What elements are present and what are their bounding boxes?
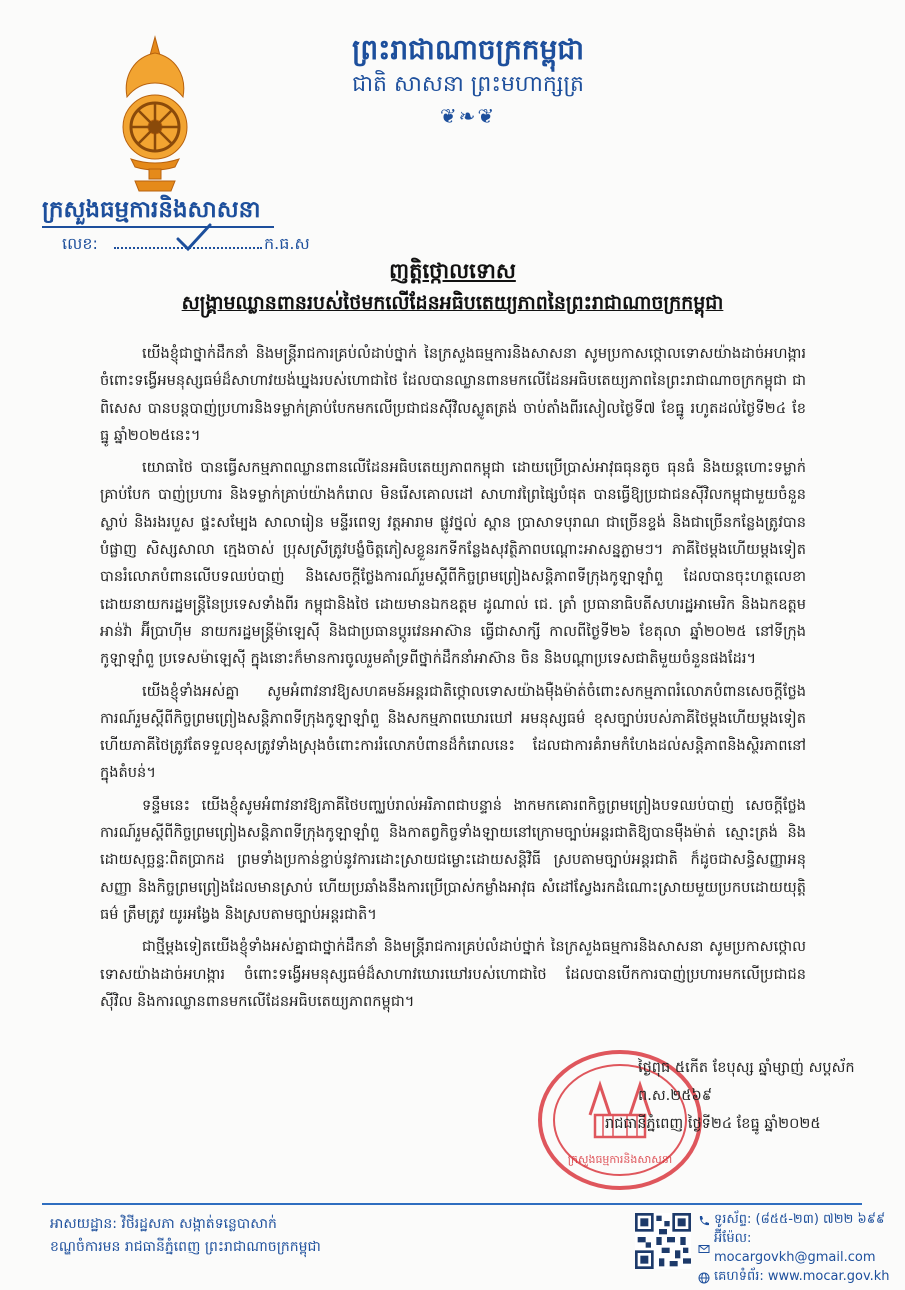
document-body <box>100 340 806 1020</box>
date-block <box>605 1054 890 1138</box>
paragraph-5: ជាថ្មីម្ដងទៀតយើងខ្ញុំទាំងអស់គ្នាជាថ្នាក់ដឹកនាំ និងមន្ត្រីរាជការគ្រប់លំដាប់ថ្នាក់ នៃក្រសួងធម្មការនិងសាសនា សូមប្រកាសថ្កោលទោសយ៉ាងដាច់អហង្ការ ចំពោះទង្វើអមនុស្សធម៌ដ៏សាហាវឃោរឃៅរបស់ហោជាថៃ ដែលបានបើកការបាញ់ប្រហារមកលើប្រជាជនស៊ីវិល និងការឈ្លានពានមកលើដែនអធិបតេយ្យភាពកម្ពុជា។ <box>100 938 806 1010</box>
paragraph-3: យើងខ្ញុំទាំងអស់គ្នា សូមអំពាវនាវឱ្យសហគមន៍អន្តរជាតិថ្កោលទោសយ៉ាងម៉ឺងម៉ាត់ចំពោះសកម្មភាពរំលោភបំពានសេចក្ដីថ្លែងការណ៍រួមស្ដីពីកិច្ចព្រមព្រៀងសន្តិភាពទីក្រុងកូឡាឡាំពួ និងសកម្មភាពឃោរឃៅ អមនុស្សធម៌ ខុសច្បាប់របស់ភាគីថៃម្ដងហើយម្ដងទៀត ហើយភាគីថៃត្រូវតែទទួលខុសត្រូវទាំងស្រុងចំពោះការរំលោភបំពានដ៏កំរោលនេះ ដែលជាការគំរាមកំហែងដល់សន្តិភាពនិងស្ថិរភាពនៅក្នុងតំបន់។ <box>100 682 806 782</box>
title-line-2: សង្គ្រាមឈ្លានពានរបស់ថៃមកលើដែនអធិបតេយ្យភាពនៃព្រះរាជាណាចក្រកម្ពុជា <box>181 292 724 314</box>
reference-label: លេខ: <box>62 234 98 253</box>
title-line-1: ញត្តិថ្កោលទោស <box>389 259 516 283</box>
contact-phone: ទូរស័ព្ទ: (៨៥៥-២៣) ៧២២ ៦៩៩ <box>698 1210 905 1229</box>
kingdom-header <box>318 32 618 128</box>
checkmark-icon <box>174 223 214 253</box>
email-icon <box>698 1242 710 1254</box>
address-line-2: ខណ្ឌចំការមន រាជធានីភ្នំពេញ ព្រះរាជាណាចក្រកម្ពុជា <box>50 1239 321 1255</box>
footer-contacts <box>698 1210 905 1286</box>
contact-email[interactable]: អ៊ីម៉ែល: mocargovkh@gmail.com <box>698 1229 905 1267</box>
footer-address <box>50 1213 321 1259</box>
ministry-underline <box>42 226 274 228</box>
paragraph-4: ទន្ទឹមនេះ យើងខ្ញុំសូមអំពាវនាវឱ្យភាគីថៃបញ្ឈប់រាល់អរិភាពជាបន្ទាន់ ងាកមកគោរពកិច្ចព្រមព្រៀងបទឈប់បាញ់ សេចក្ដីថ្លែងការណ៍រួមស្ដីពីកិច្ចព្រមព្រៀងសន្តិភាពទីក្រុងកូឡាឡាំពួ និងកាតព្វកិច្ចទាំងឡាយនៅក្រោមច្បាប់អន្តរជាតិឱ្យបានម៉ឺងម៉ាត់ ស្មោះត្រង់ និងដោយសុច្ឆន្ទៈពិតប្រាកដ ព្រមទាំងប្រកាន់ខ្ជាប់នូវការដោះស្រាយជម្លោះដោយសន្តិវិធី ស្របតាមច្បាប់អន្តរជាតិ ក៏ដូចជាសន្ធិសញ្ញាអនុសញ្ញា និងកិច្ចព្រមព្រៀងដែលមានស្រាប់ ហើយប្រឆាំងនឹងការប្រើប្រាស់កម្លាំងអាវុធ សំដៅស្វែងរកដំណោះស្រាយមួយប្រកបដោយយុត្តិធម៌ ត្រឹមត្រូវ យូរអង្វែង និងស្របតាមច្បាប់អន្តរជាតិ។ <box>100 796 806 923</box>
ministry-name: ក្រសួងធម្មការនិងសាសនា <box>42 197 261 223</box>
document-title <box>100 256 805 318</box>
reference-suffix: ក.ធ.ស <box>264 234 310 253</box>
qr-code-icon[interactable] <box>635 1213 691 1269</box>
national-motto: ជាតិ សាសនា ព្រះមហាក្សត្រ <box>352 72 584 97</box>
ministry-emblem-icon <box>105 35 205 195</box>
paragraph-1: យើងខ្ញុំជាថ្នាក់ដឹកនាំ និងមន្ត្រីរាជការគ្រប់លំដាប់ថ្នាក់ នៃក្រសួងធម្មការនិងសាសនា សូមប្រកាសថ្កោលទោសយ៉ាងដាច់អហង្ការចំពោះទង្វើអមនុស្សធម៌ដ៏សាហាវយង់ឃ្នងរបស់ហោជាថៃ ដែលបានឈ្លានពានមកលើដែនអធិបតេយ្យភាពនៃព្រះរាជាណាចក្រកម្ពុជា ជាពិសេស បានបន្តបាញ់ប្រហារនិងទម្លាក់គ្រាប់បែកមកលើប្រជាជនស៊ីវិលស្លូតត្រង់ ចាប់តាំងពីរសៀលថ្ងៃទី៧ ខែធ្នូ រហូតដល់ថ្ងៃទី២៤ ខែធ្នូ ឆ្នាំ២០២៥នេះ។ <box>100 345 806 444</box>
globe-icon <box>698 1271 710 1283</box>
footer-divider <box>42 1203 862 1205</box>
header-ornament: ❦❧❦ <box>439 104 497 128</box>
solar-date: រាជធានីភ្នំពេញ ថ្ងៃទី២៤ ខែធ្នូ ឆ្នាំ២០២៥ <box>605 1116 821 1132</box>
lunar-date: ថ្ងៃពុធ ៥កើត ខែបុស្ស ឆ្នាំម្សាញ់ សប្តស័ក ព.ស.២៥៦៩ <box>638 1060 855 1104</box>
kingdom-title: ព្រះរាជាណាចក្រកម្ពុជា <box>351 33 584 66</box>
contact-website[interactable]: គេហទំព័រ: www.mocar.gov.kh <box>698 1267 905 1286</box>
paragraph-2: យោធាថៃ បានធ្វើសកម្មភាពឈ្លានពានលើដែនអធិបតេយ្យភាពកម្ពុជា ដោយប្រើប្រាស់អាវុធធុនតូច ធុនធំ និងយន្តហោះទម្លាក់គ្រាប់បែក បាញ់ប្រហារ និងទម្លាក់គ្រាប់យ៉ាងកំរោល មិនរើសគោលដៅ សាហាវព្រៃផ្សៃបំផុត បានធ្វើឱ្យប្រជាជនស៊ីវិលកម្ពុជាមួយចំនួនស្លាប់ និងរងរបួស ផ្ទះសម្បែង សាលារៀន មន្ទីរពេទ្យ វត្តអារាម ផ្លូវថ្នល់ ស្ពាន ប្រាសាទបុរាណ ជាច្រើនខ្ទង់ និងជាច្រើនកន្លែងត្រូវបានបំផ្លាញ សិស្សសាលា ក្មេងចាស់ ប្រុសស្រីត្រូវបង្ខំចិត្តភៀសខ្លួនរកទីកន្លែងសុវត្ថិភាពបណ្ដោះអាសន្នភ្លាមៗ។ ភាគីថៃម្ដងហើយម្ដងទៀត បានរំលោភបំពានលើបទឈប់បាញ់ និងសេចក្ដីថ្លែងការណ៍រួមស្ដីពីកិច្ចព្រមព្រៀងសន្តិភាពទីក្រុងកូឡាឡាំពួ ដែលបានចុះហត្ថលេខាដោយនាយករដ្ឋមន្ត្រីនៃប្រទេសទាំងពីរ កម្ពុជានិងថៃ ដោយមានឯកឧត្តម ដូណាល់ ជេ. ត្រាំ ប្រធានាធិបតីសហរដ្ឋអាមេរិក និងឯកឧត្តម អាន់វ៉ា អ៊ីប្រាហ៊ីម នាយករដ្ឋមន្ត្រីម៉ាឡេស៊ី និងជាប្រធានប្ដូរវេនអាស៊ាន ធ្វើជាសាក្សី កាលពីថ្ងៃទី២៦ ខែតុលា ឆ្នាំ២០២៥ នៅទីក្រុងកូឡាឡាំពួ ប្រទេសម៉ាឡេស៊ី ក្នុងនោះក៏មានការចូលរួមគាំទ្រពីថ្នាក់ដឹកនាំអាស៊ាន ចិន និងបណ្ដាប្រទេសជាតិមួយចំនួនផងដែរ។ <box>100 459 806 668</box>
reference-number <box>62 231 310 257</box>
phone-icon <box>698 1214 710 1226</box>
seal-text: ក្រសួងធម្មការនិងសាសនា <box>567 1153 673 1166</box>
address-line-1: អាសយដ្ឋាន: វិថីរដ្ឋសភា សង្កាត់ទន្លេបាសាក់ <box>50 1216 277 1232</box>
